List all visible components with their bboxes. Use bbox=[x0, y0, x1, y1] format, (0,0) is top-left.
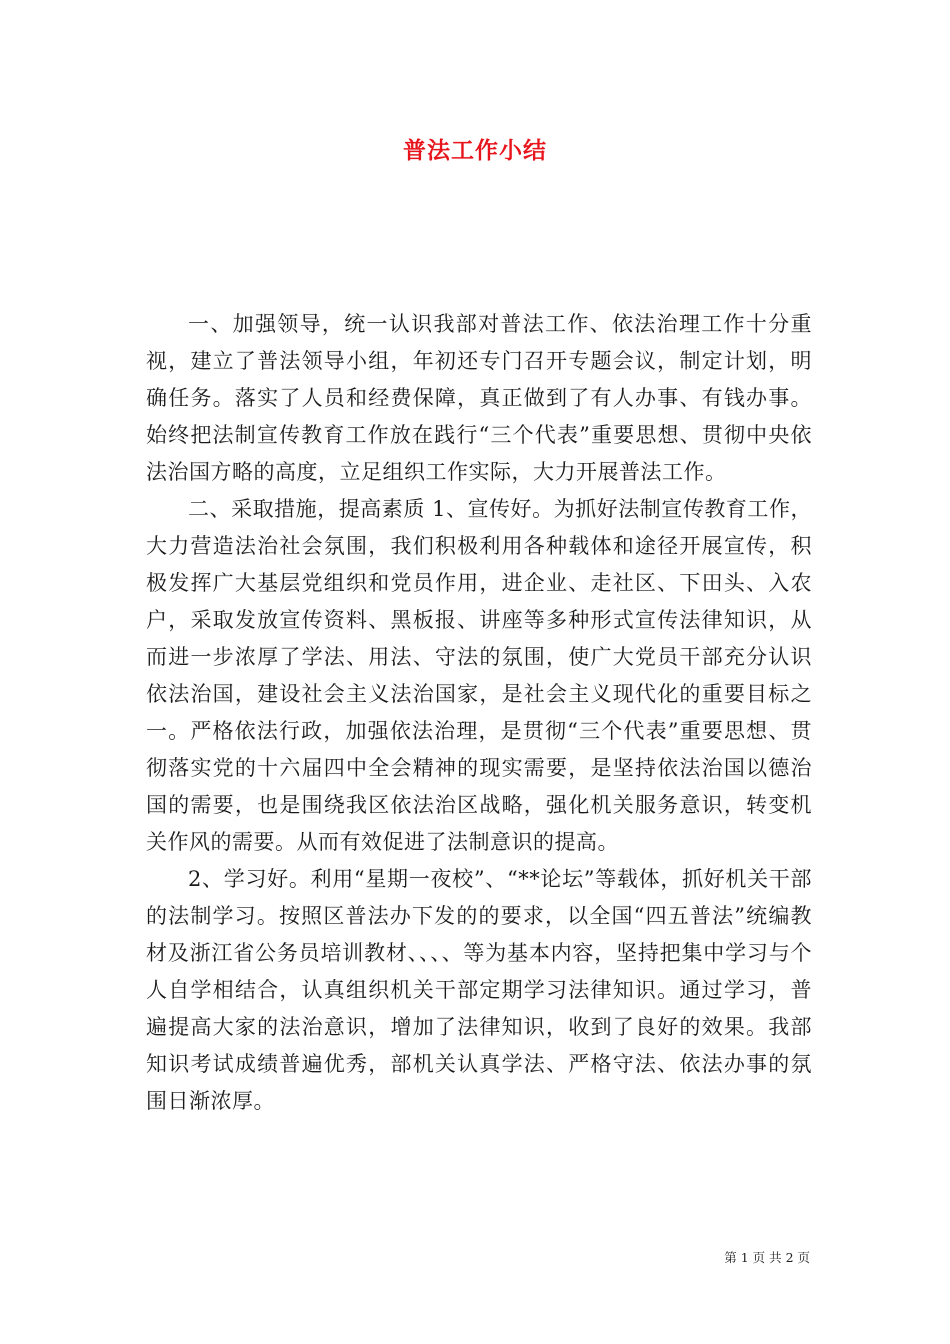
paragraph-3: 2、学习好。利用“星期一夜校”、“**论坛”等载体，抓好机关干部的法制学习。按照区普法办下发的的要求，以全国“四五普法”统编教材及浙江省公务员培训教材、、、、等为基本内容，坚持把集中学习与个人自学相结合，认真组织机关干部定期学习法律知识。通过学习，普遍提高大家的法治意识，增加了法律知识，收到了良好的效果。我部知识考试成绩普遍优秀，部机关认真学法、严格守法、依法办事的氛围日渐浓厚。 bbox=[146, 867, 812, 1113]
page-footer bbox=[0, 1248, 810, 1266]
document-body bbox=[146, 306, 812, 1120]
paragraph-1: 一、加强领导，统一认识我部对普法工作、依法治理工作十分重视，建立了普法领导小组，年初还专门召开专题会议，制定计划，明确任务。落实了人员和经费保障，真正做到了有人办事、有钱办事。始终把法制宣传教育工作放在践行“三个代表”重要思想、贯彻中央依法治国方略的高度，立足组织工作实际，大力开展普法工作。 bbox=[146, 312, 812, 484]
page-number-label: 第 1 页 共 2 页 bbox=[724, 1250, 810, 1265]
paragraph-2: 二、采取措施，提高素质 1、宣传好。为抓好法制宣传教育工作，大力营造法治社会氛围，我们积极利用各种载体和途径开展宣传，积极发挥广大基层党组织和党员作用，进企业、走社区、下田头、入农户，采取发放宣传资料、黑板报、讲座等多种形式宣传法律知识，从而进一步浓厚了学法、用法、守法的氛围，使广大党员干部充分认识依法治国，建设社会主义法治国家，是社会主义现代化的重要目标之一。严格依法行政，加强依法治理，是贯彻“三个代表”重要思想、贯彻落实党的十六届四中全会精神的现实需要，是坚持依法治国以德治国的需要，也是围绕我区依法治区战略，强化机关服务意识，转变机关作风的需要。从而有效促进了法制意识的提高。 bbox=[146, 497, 812, 854]
document-title: 普法工作小结 bbox=[403, 137, 547, 164]
